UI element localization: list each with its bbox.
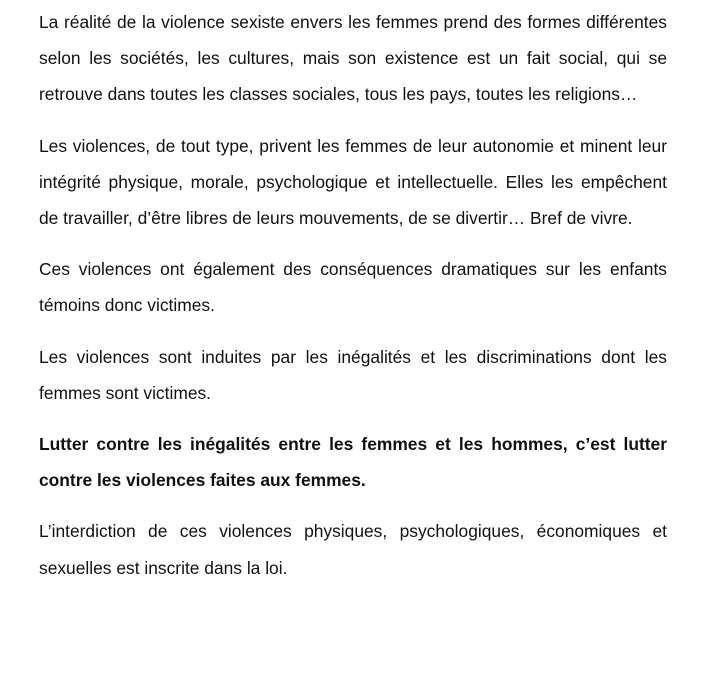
paragraph-violence-effects: Les violences, de tout type, privent les femmes de leur autonomie et minent leur intégrité physique, morale, psychologique et intellectuelle. Elles les empêchent de travailler, d’être libres de leurs mouvements, de se divertir… Bref de vivre. [39, 135, 667, 229]
paragraph-legal-prohibition: L’interdiction de ces violences physiques, psychologiques, économiques et sexuelles est inscrite dans la loi. [39, 521, 667, 578]
paragraph-children-consequences: Ces violences ont également des conséquences dramatiques sur les enfants témoins donc victimes. [39, 259, 667, 316]
paragraph-inequalities-cause: Les violences sont induites par les inégalités et les discriminations dont les femmes sont victimes. [39, 346, 667, 403]
document-page [39, 4, 667, 601]
paragraph-violence-reality: La réalité de la violence sexiste envers les femmes prend des formes différentes selon les sociétés, les cultures, mais son existence est un fait social, qui se retrouve dans toutes les classes sociales, tous les pays, toutes les religions… [39, 12, 667, 105]
paragraph-key-statement: Lutter contre les inégalités entre les femmes et les hommes, c’est lutter contre les violences faites aux femmes. [39, 434, 667, 491]
